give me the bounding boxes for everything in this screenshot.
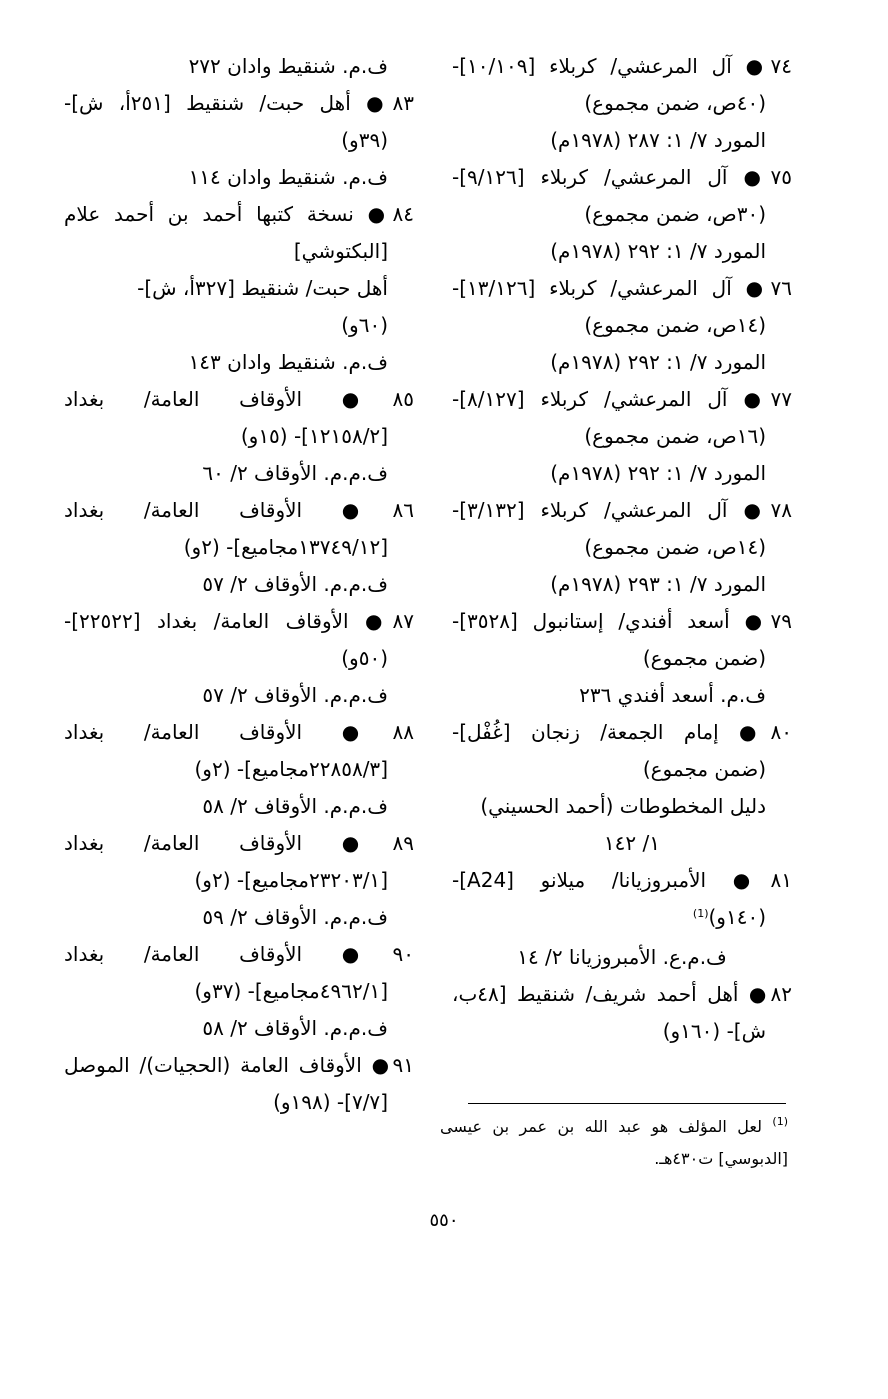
entry-79-desc: (ضمن مجموع) [642, 646, 766, 670]
entry-91-desc: [٧/٧]- (١٩٨و) [273, 1090, 388, 1114]
entry-75-ref: المورد ٧/ ١: ٢٩٢ (١٩٧٨م) [550, 239, 766, 263]
entry-85-ref: ف.م.م. الأوقاف ٢/ ٦٠ [202, 461, 388, 485]
entry-78-desc: (١٤ص، ضمن مجموع) [584, 535, 766, 559]
entry-86 [64, 492, 414, 603]
entry-84 [64, 196, 414, 381]
entry-86-ref: ف.م.م. الأوقاف ٢/ ٥٧ [202, 572, 388, 596]
entry-83 [64, 85, 414, 196]
entry-82-ref: ف.م. شنقيط وادان ٢٧٢ [188, 54, 388, 78]
entry-87-head: ٨٧● الأوقاف العامة/ بغداد [٢٢٥٢٢]- [64, 609, 414, 633]
entry-89-head: ٨٩● الأوقاف العامة/ بغداد [64, 831, 414, 855]
entry-80-ref: دليل المخطوطات (أحمد الحسيني) [480, 794, 766, 818]
entry-91 [64, 1047, 414, 1121]
entry-76-ref: المورد ٧/ ١: ٢٩٢ (١٩٧٨م) [550, 350, 766, 374]
entry-82 [452, 976, 792, 1050]
entry-91-head: ٩١● الأوقاف العامة (الحجيات)/ الموصل [64, 1053, 414, 1077]
footnote-line-1-text: لعل المؤلف هو عبد الله بن عمر بن عيسى [440, 1117, 762, 1136]
entry-81 [452, 862, 792, 976]
entry-90-head: ٩٠● الأوقاف العامة/ بغداد [64, 942, 414, 966]
right-column [452, 48, 792, 1050]
entry-76-head: ٧٦● آل المرعشي/ كربلاء [١٣/١٢٦]- [452, 276, 792, 300]
entry-75-desc: (٣٠ص، ضمن مجموع) [584, 202, 766, 226]
entry-81-desc-text: (١٤٠و) [708, 905, 766, 929]
entry-80-head: ٨٠● إمام الجمعة/ زنجان [غُفْل]- [452, 720, 792, 744]
entry-90 [64, 936, 414, 1047]
entry-74-ref: المورد ٧/ ١: ٢٨٧ (١٩٧٨م) [550, 128, 766, 152]
entry-87-ref: ف.م.م. الأوقاف ٢/ ٥٧ [202, 683, 388, 707]
entry-83-head: ٨٣● أهل حبت/ شنقيط [٢٥١أ، ش]- [64, 91, 414, 115]
entry-74 [452, 48, 792, 159]
entry-85-desc: [١٢١٥٨/٢]- (١٥و) [240, 424, 388, 448]
entry-77 [452, 381, 792, 492]
entry-88-head: ٨٨● الأوقاف العامة/ بغداد [64, 720, 414, 744]
entry-88-desc: [٢٢٨٥٨/٣مجاميع]- (٢و) [194, 757, 388, 781]
entry-86-head: ٨٦● الأوقاف العامة/ بغداد [64, 498, 414, 522]
entry-88-ref: ف.م.م. الأوقاف ٢/ ٥٨ [202, 794, 388, 818]
page-number: ٥٥٠ [429, 1210, 459, 1231]
footnote-divider [468, 1103, 786, 1104]
entry-81-head: ٨١● الأمبروزيانا/ ميلانو [A24]- [452, 868, 792, 892]
entry-82-ref-block [64, 48, 414, 85]
entry-74-desc: (٤٠ص، ضمن مجموع) [584, 91, 766, 115]
entry-77-head: ٧٧● آل المرعشي/ كربلاء [٨/١٢٧]- [452, 387, 792, 411]
entry-81-desc [452, 899, 792, 939]
entry-74-head: ٧٤● آل المرعشي/ كربلاء [١٠/١٠٩]- [452, 54, 792, 78]
entry-78-head: ٧٨● آل المرعشي/ كربلاء [٣/١٣٢]- [452, 498, 792, 522]
entry-85 [64, 381, 414, 492]
entry-80 [452, 714, 792, 862]
entry-87-desc: (٥٠و) [341, 646, 388, 670]
entry-84-copyist: [البكتوشي] [293, 239, 388, 263]
entry-90-desc: [٤٩٦٢/١مجاميع]- (٣٧و) [194, 979, 388, 1003]
entry-84-ref: ف.م. شنقيط وادان ١٤٣ [188, 350, 388, 374]
entry-79 [452, 603, 792, 714]
entry-76-desc: (١٤ص، ضمن مجموع) [584, 313, 766, 337]
entry-90-ref: ف.م.م. الأوقاف ٢/ ٥٨ [202, 1016, 388, 1040]
entry-76 [452, 270, 792, 381]
entry-85-head: ٨٥● الأوقاف العامة/ بغداد [64, 387, 414, 411]
entry-80-desc: (ضمن مجموع) [642, 757, 766, 781]
entry-87 [64, 603, 414, 714]
entry-82-desc: ش]- (١٦٠و) [662, 1019, 766, 1043]
entry-88 [64, 714, 414, 825]
footnote-line-1 [440, 1112, 788, 1144]
entry-89-ref: ف.م.م. الأوقاف ٢/ ٥٩ [202, 905, 388, 929]
entry-89-desc: [٢٣٢٠٣/١مجاميع]- (٢و) [194, 868, 388, 892]
entry-89 [64, 825, 414, 936]
footnote-marker: (1) [772, 1115, 788, 1128]
entry-78 [452, 492, 792, 603]
footnote-reference[interactable]: (1) [692, 907, 709, 920]
left-column [64, 48, 414, 1121]
entry-77-desc: (١٦ص، ضمن مجموع) [584, 424, 766, 448]
entry-79-head: ٧٩● أسعد أفندي/ إستانبول [٣٥٢٨]- [452, 609, 792, 633]
entry-84-location: أهل حبت/ شنقيط [٣٢٧أ، ش]- [137, 276, 388, 300]
footnote [440, 1112, 788, 1174]
entry-83-desc: (٣٩و) [341, 128, 388, 152]
footnote-line-2: [الدبوسي] ت٤٣٠هـ. [654, 1149, 788, 1168]
entry-80-ref-cont: ١/ ١٤٢ [603, 831, 660, 855]
entry-84-desc: (٦٠و) [341, 313, 388, 337]
entry-81-ref: ف.م.ع. الأمبروزيانا ٢/ ١٤ [517, 945, 727, 969]
entry-79-ref: ف.م. أسعد أفندي ٢٣٦ [579, 683, 766, 707]
entry-77-ref: المورد ٧/ ١: ٢٩٢ (١٩٧٨م) [550, 461, 766, 485]
entry-84-head: ٨٤● نسخة كتبها أحمد بن أحمد علام [64, 202, 414, 226]
entry-78-ref: المورد ٧/ ١: ٢٩٣ (١٩٧٨م) [550, 572, 766, 596]
entry-82-head: ٨٢● أهل أحمد شريف/ شنقيط [٤٨ب، [452, 982, 792, 1006]
entry-86-desc: [١٣٧٤٩/١٢مجاميع]- (٢و) [183, 535, 388, 559]
entry-75 [452, 159, 792, 270]
entry-83-ref: ف.م. شنقيط وادان ١١٤ [188, 165, 388, 189]
entry-75-head: ٧٥● آل المرعشي/ كربلاء [٩/١٢٦]- [452, 165, 792, 189]
